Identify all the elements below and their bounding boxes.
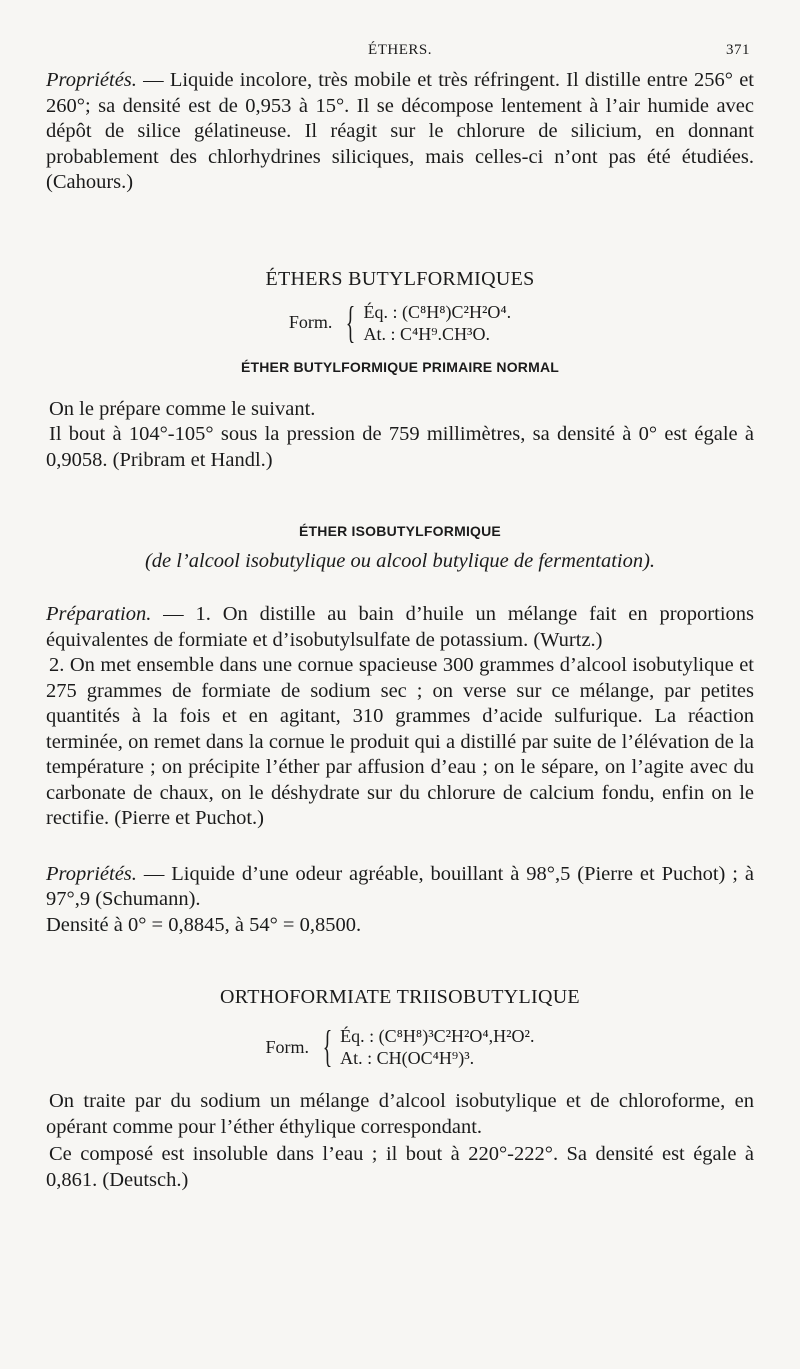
paragraph-lead: Préparation. xyxy=(46,603,152,625)
paragraph-text: — Liquide d’une odeur agréable, bouillant à 98°,5 (Pierre et Puchot) ; à 97°,9 (Schumann). xyxy=(46,862,754,910)
formula-lines xyxy=(340,1025,534,1069)
paragraph: Il bout à 104°-105° sous la pression de 759 millimètres, sa densité à 0° est égale à 0,9058. (Pribram et Handl.) xyxy=(46,423,754,471)
page-number: 371 xyxy=(726,42,750,58)
paragraph: Ce composé est insoluble dans l’eau ; il bout à 220°-222°. Sa densité est égale à 0,861. (Deutsch.) xyxy=(46,1143,754,1191)
paragraph: 2. On met ensemble dans une cornue spacieuse 300 grammes d’alcool isobutylique et 275 grammes de formiate de sodium sec ; on verse sur ce mélange, par petites quantités à la fois et en agitant, 310 grammes d’acide sulfurique. La réaction terminée, on remet dans la cornue le produit qui a distillé par suite de l’élévation de la température ; on précipite l’éther par affusion d’eau ; on le sépare, on l’agite avec du carbonate de chaux, on le déshydrate sur du chlorure de calcium fondu, enfin on le rectifie. (Pierre et Puchot.) xyxy=(46,654,754,829)
formula-lines xyxy=(364,301,512,345)
section-title: ORTHOFORMIATE TRIISOBUTYLIQUE xyxy=(220,986,580,1008)
paragraph-text: — 1. On distille au bain d’huile un mélange fait en proportions équivalentes de formiate et d’isobutylsulfate de potassium. (Wurtz.) xyxy=(46,603,754,651)
paragraph: On traite par du sodium un mélange d’alcool isobutylique et de chloroforme, en opérant comme pour l’éther éthylique correspondant. xyxy=(46,1090,754,1138)
paragraph-text: — Liquide incolore, très mobile et très réfringent. Il distille entre 256° et 260°; sa densité est de 0,953 à 15°. Il se décompose lentement à l’air humide avec dépôt de silice gélatineuse. Il réagit sur le chlorure de silicium, en donnant probablement des chlorhydrines siliciques, mais celles-ci n’ont pas été étudiées. (Cahours.) xyxy=(46,69,754,193)
formula-at: At. : C⁴H⁹.CH³O. xyxy=(363,323,490,344)
paragraph-density: Densité à 0° = 0,8845, à 54° = 0,8500. xyxy=(46,913,362,936)
paragraph-lead: Propriétés. xyxy=(46,69,137,91)
formula-eq: Éq. : (C⁸H⁸)³C²H²O⁴,H²O². xyxy=(340,1026,535,1046)
page-header xyxy=(46,40,754,66)
paragraph-lead: Propriétés. xyxy=(46,862,137,885)
running-head: ÉTHERS. xyxy=(368,42,432,58)
paragraph-properties xyxy=(46,68,754,196)
paragraph: On le prépare comme le suivant. xyxy=(49,397,316,420)
formula-block xyxy=(46,297,754,347)
brace-icon: { xyxy=(346,297,356,347)
formula-label: Form. xyxy=(265,1036,310,1057)
formula-eq: Éq. : (C⁸H⁸)C²H²O⁴. xyxy=(363,301,512,322)
section-title: ÉTHERS BUTYLFORMIQUES xyxy=(265,267,535,290)
paragraph-preparation xyxy=(46,602,754,653)
section-subtitle: (de l’alcool isobutylique ou alcool butylique de fermentation). xyxy=(144,550,656,572)
paragraph-properties xyxy=(46,862,754,913)
brace-icon: { xyxy=(322,1022,333,1071)
section-title: ÉTHER BUTYLFORMIQUE PRIMAIRE NORMAL xyxy=(240,358,560,375)
section-title: ÉTHER ISOBUTYLFORMIQUE xyxy=(299,523,501,539)
formula-label: Form. xyxy=(288,312,333,332)
formula-at: At. : CH(OC⁴H⁹)³. xyxy=(340,1048,475,1068)
formula-block xyxy=(46,1022,754,1071)
